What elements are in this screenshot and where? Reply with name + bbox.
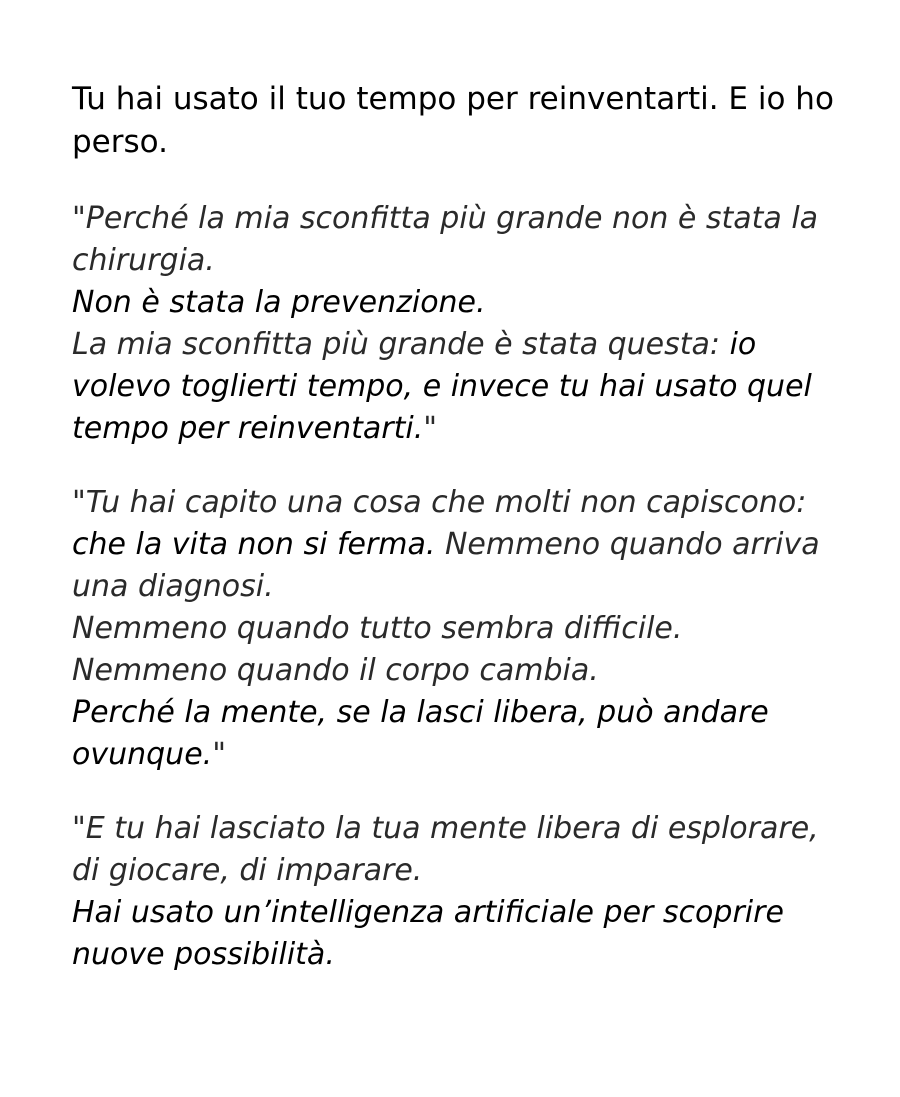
quote1-line-1: "Perché la mia sconfitta più grande non è stata la (72, 201, 819, 236)
quote-paragraph-1 (72, 198, 862, 450)
quote2-line-1: "Tu hai capito una cosa che molti non capiscono: (72, 485, 807, 520)
quote1-line-3: Non è stata la prevenzione. (72, 285, 486, 320)
quote3-line-2: di giocare, di imparare. (72, 853, 423, 888)
quote2-line-3: una diagnosi. (72, 569, 274, 604)
quote2-line-7 (72, 734, 862, 776)
page-heading (72, 78, 862, 164)
quote2-line-7-close: " (212, 737, 226, 772)
heading-line-1: Tu hai usato il tuo tempo per reinventarti. E io ho (72, 81, 834, 117)
quote3-line-4: nuove possibilità. (72, 937, 335, 972)
quote-paragraph-2 (72, 482, 862, 776)
quote2-line-6: Perché la mente, se la lasci libera, può andare (72, 695, 769, 730)
quote1-line-6-close: " (423, 411, 438, 446)
quote1-line-4-strong: io (729, 327, 757, 362)
quote1-line-4 (72, 324, 862, 366)
quote1-line-4-light: La mia sconfitta più grande è stata questa: (72, 327, 730, 362)
quote2-line-7-strong: ovunque. (72, 737, 213, 772)
quote1-line-2: chirurgia. (72, 243, 215, 278)
quote3-line-1: "E tu hai lasciato la tua mente libera di esplorare, (72, 811, 819, 846)
quote2-line-4: Nemmeno quando tutto sembra difficile. (72, 611, 683, 646)
quote-paragraph-3 (72, 808, 862, 976)
quote2-line-2-light: Nemmeno quando arriva (435, 527, 820, 562)
quote2-line-2 (72, 524, 862, 566)
document-page (72, 78, 862, 1008)
quote1-line-5: volevo toglierti tempo, e invece tu hai usato quel (72, 369, 812, 404)
quote1-line-6 (72, 408, 862, 450)
quote1-line-6-strong: tempo per reinventarti. (72, 411, 424, 446)
quote2-line-5: Nemmeno quando il corpo cambia. (72, 653, 599, 688)
quote3-line-3: Hai usato un’intelligenza artificiale per scoprire (72, 895, 784, 930)
heading-line-2: perso. (72, 124, 168, 160)
quote2-line-2-strong: che la vita non si ferma. (72, 527, 436, 562)
